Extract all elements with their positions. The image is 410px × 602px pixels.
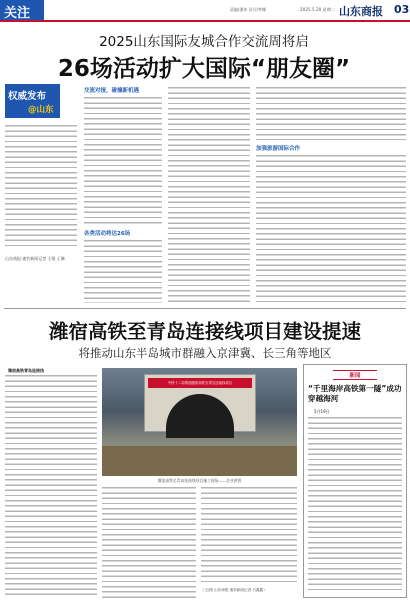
story1-column-4b <box>256 154 406 302</box>
story1-column-2b <box>84 239 162 303</box>
story2-headline: 潍宿高铁至青岛连接线项目建设提速 <box>48 320 361 343</box>
story1-subhead-tourism: 加强旅游国际合作 <box>256 146 301 152</box>
story2-lede: 潍宿高铁青岛连接线 <box>8 368 44 373</box>
story1-column-2 <box>84 96 162 224</box>
paper-brand: 山东商报 <box>339 5 383 18</box>
story2-subheadline: 将推动山东半岛城市群融入京津冀、长三角等地区 <box>78 346 332 360</box>
authority-badge-top: 权威发布 <box>8 91 47 102</box>
story2-byline: （文/图 山东商报·速豹新闻记者 白鑫鑫） <box>201 588 267 592</box>
header-editors: 责编/潘伟 设计/李娜 <box>230 7 266 12</box>
story1-kicker: 2025山东国际友城合作交流周将启 <box>99 34 309 50</box>
sidebar-body <box>308 416 402 594</box>
tunnel-photo <box>102 368 297 476</box>
header-date: 2025.5.20 星期二 <box>300 7 336 12</box>
story2-column-3 <box>201 486 297 586</box>
sidebar-column-label: 新闻 <box>349 373 361 379</box>
sidebar-headline: “千里海岸高铁第一隧”成功穿越海河 <box>308 384 402 403</box>
photo-caption: 潍宿高铁至青岛连接线项目施工现场——企业供图 <box>157 478 242 483</box>
project-banner-text: 中铁十二局集团潍宿高铁至青岛连接线项目 <box>167 381 233 385</box>
story1-byline: 山东商报·速豹新闻记者 王媛 王琳 <box>5 256 65 261</box>
story1-column-3 <box>168 86 250 302</box>
sidebar-lede: 5月19日 <box>314 409 330 414</box>
page-number: 03 <box>394 3 410 16</box>
story1-headline: 26场活动扩大国际“朋友圈” <box>57 56 351 82</box>
section-divider <box>4 308 406 309</box>
story1-column-1 <box>5 124 77 248</box>
story1-subhead-exchange: 交流对接，碰撞新机遇 <box>84 88 140 94</box>
story2-column-2 <box>102 486 196 598</box>
story1-subhead-activities: 各类活动将达26场 <box>84 231 131 237</box>
story1-column-4a <box>256 86 406 140</box>
story2-column-1 <box>5 374 97 596</box>
column-tag-label: 关注 <box>4 6 31 21</box>
construction-ground <box>102 446 297 476</box>
authority-badge-bottom: @山东 <box>28 105 54 115</box>
page-header <box>0 0 410 22</box>
